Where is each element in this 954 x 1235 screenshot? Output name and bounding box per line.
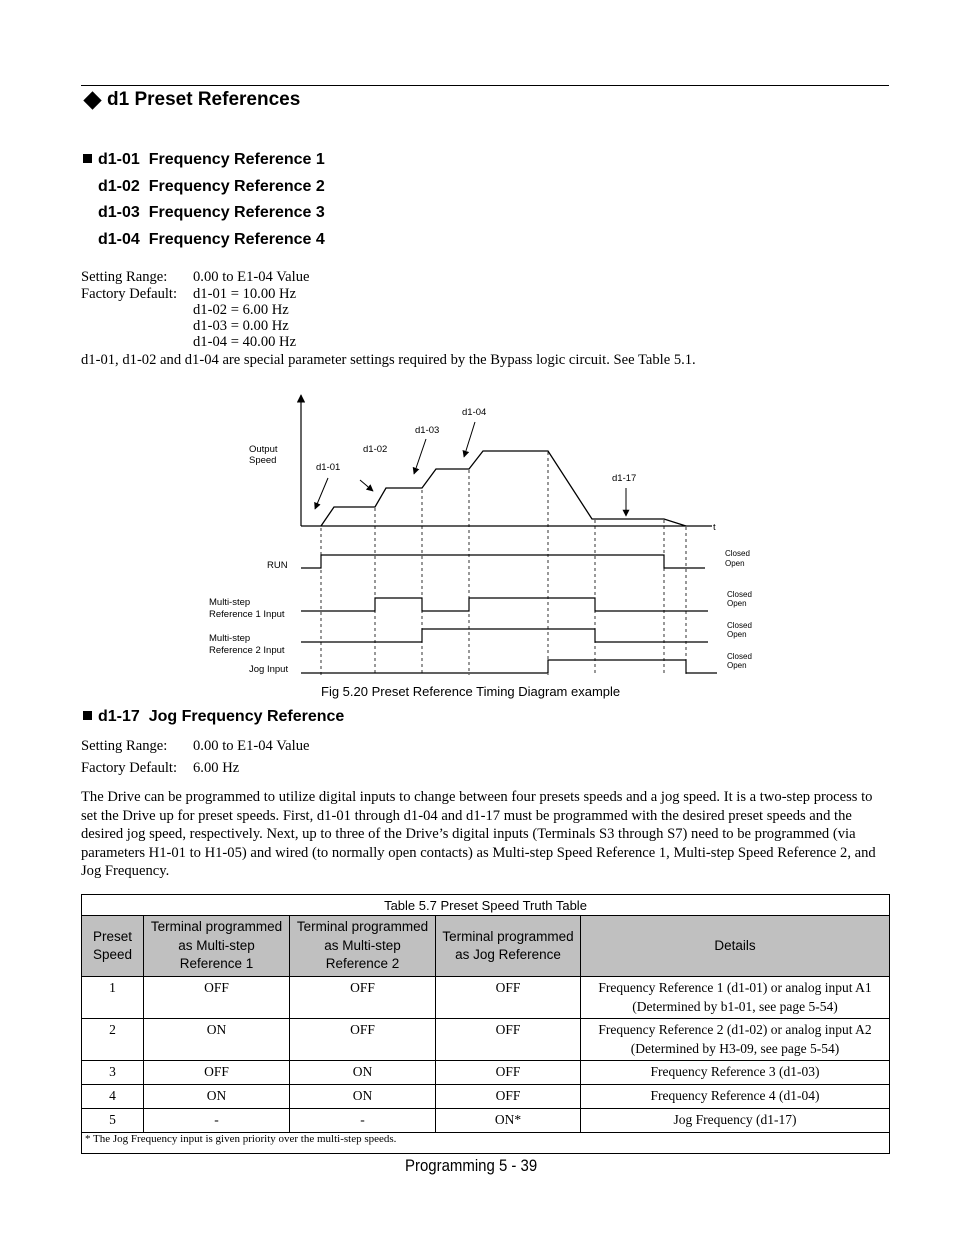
factory-default-label: Factory Default: [81,286,178,302]
signal-label-jog: Jog Input [249,664,289,675]
table-row [82,1085,890,1109]
cell-ref2: OFF [290,977,436,1019]
signal-ref1 [301,598,708,611]
cell-speed: 2 [82,1019,144,1061]
jog-open: Open [727,661,747,670]
section-heading [83,89,300,111]
header-ref2: Terminal programmed as Multi-step Reference 2 [290,916,436,977]
jog-setting-range-label: Setting Range: [81,738,168,754]
jog-factory-default-value: 6.00 Hz [193,760,240,776]
table-row [82,1061,890,1085]
cell-speed: 1 [82,977,144,1019]
bypass-note: d1-01, d1-02 and d1-04 are special parameter settings required by the Bypass logic circuit. See Table 5.1. [81,352,696,368]
top-rule [81,85,889,86]
ref1-open: Open [727,599,747,608]
signal-label-ref2-a: Multi-step [209,633,251,644]
signal-label-ref1-b: Reference 1 Input [209,609,285,620]
table-caption: Table 5.7 Preset Speed Truth Table [82,895,890,916]
table-footnote: * The Jog Frequency input is given priority over the multi-step speeds. [82,1133,890,1154]
cell-jog: OFF [436,1019,581,1061]
cell-ref2: ON [290,1061,436,1085]
arrow-d1-02 [360,480,373,491]
cell-ref1: OFF [144,1061,290,1085]
signal-run [301,555,705,568]
speed-profile-line [321,451,686,526]
table-row [82,1109,890,1133]
description-paragraph: The Drive can be programmed to utilize digital inputs to change between four presets speeds and a jog speed. It is a two-step process to set the Drive up for preset speeds. First, d1-01 through d1-04 and d1-17 must be programmed with the desired preset speeds and the desired jog speed, respectively. Next, up to three of the Drive’s digital inputs (Terminals S3 through S7) need to be programmed (via parameters H1-01 to H1-05) and wired (to normally open contacts) as Multi-step Speed Reference 1, Multi-step Speed Reference 2, and Jog Frequency. [81,789,876,880]
cell-details: Frequency Reference 2 (d1-02) or analog input A2 (Determined by H3-09, see page 5-54) [581,1019,890,1061]
signal-jog [301,660,717,673]
param-heading-d1-01: d1-01 Frequency Reference 1 [83,151,325,169]
jog-setting-range-value: 0.00 to E1-04 Value [193,738,310,754]
speed-label-2: Speed [249,455,277,466]
cell-ref2: - [290,1109,436,1133]
label-d1-04: d1-04 [462,407,487,418]
setting-range-value: 0.00 to E1-04 Value [193,269,310,285]
table-header-row [82,916,890,977]
signal-label-run: RUN [267,560,288,571]
jog-heading: d1-17 Jog Frequency Reference [83,708,344,726]
cell-jog: OFF [436,977,581,1019]
timing-diagram [0,380,954,680]
cell-details: Jog Frequency (d1-17) [581,1109,890,1133]
header-jog: Terminal programmed as Jog Reference [436,916,581,977]
diamond-icon [83,91,101,109]
run-closed: Closed [725,549,750,558]
speed-label-1: Output [249,444,278,455]
run-open: Open [725,559,745,568]
table-row [82,977,890,1019]
jog-closed: Closed [727,652,752,661]
cell-ref1: - [144,1109,290,1133]
square-bullet-icon [83,154,92,163]
cell-speed: 5 [82,1109,144,1133]
cell-jog: ON* [436,1109,581,1133]
signal-ref2 [301,629,708,642]
section-title: d1 Preset References [107,89,301,110]
cell-jog: OFF [436,1061,581,1085]
cell-jog: OFF [436,1085,581,1109]
header-ref1: Terminal programmed as Multi-step Reference 1 [144,916,290,977]
factory-default-4: d1-04 = 40.00 Hz [193,334,297,350]
label-d1-02: d1-02 [363,444,388,455]
signal-label-ref1-a: Multi-step [209,597,251,608]
cell-ref1: ON [144,1019,290,1061]
arrow-d1-03 [414,439,426,474]
param-heading-d1-03: d1-03 Frequency Reference 3 [98,204,325,221]
cell-ref2: OFF [290,1019,436,1061]
cell-speed: 3 [82,1061,144,1085]
jog-factory-default-label: Factory Default: [81,760,178,776]
arrow-d1-04 [464,422,475,457]
truth-table [81,894,890,1154]
cell-ref1: OFF [144,977,290,1019]
cell-ref2: ON [290,1085,436,1109]
cell-ref1: ON [144,1085,290,1109]
table-row [82,1019,890,1061]
time-label: t [713,522,716,533]
arrow-d1-01 [315,478,328,509]
setting-range-label: Setting Range: [81,269,168,285]
ref2-closed: Closed [727,621,752,630]
square-bullet-icon [83,711,92,720]
factory-default-1: d1-01 = 10.00 Hz [193,286,297,302]
cell-speed: 4 [82,1085,144,1109]
param-heading-d1-02: d1-02 Frequency Reference 2 [98,178,325,195]
label-d1-17: d1-17 [612,473,637,484]
header-preset-speed: Preset Speed [82,916,144,977]
label-d1-01: d1-01 [316,462,341,473]
signal-label-ref2-b: Reference 2 Input [209,645,285,656]
factory-default-2: d1-02 = 6.00 Hz [193,302,289,318]
cell-details: Frequency Reference 3 (d1-03) [581,1061,890,1085]
label-d1-03: d1-03 [415,425,440,436]
ref2-open: Open [727,630,747,639]
cell-details: Frequency Reference 4 (d1-04) [581,1085,890,1109]
param-heading-d1-04: d1-04 Frequency Reference 4 [98,231,325,248]
figure-caption: Fig 5.20 Preset Reference Timing Diagram example [321,684,621,699]
cell-details: Frequency Reference 1 (d1-01) or analog input A1 (Determined by b1-01, see page 5-54) [581,977,890,1019]
header-details: Details [581,916,890,977]
page-footer: Programming 5 - 39 [405,1156,538,1175]
ref1-closed: Closed [727,590,752,599]
factory-default-3: d1-03 = 0.00 Hz [193,318,289,334]
